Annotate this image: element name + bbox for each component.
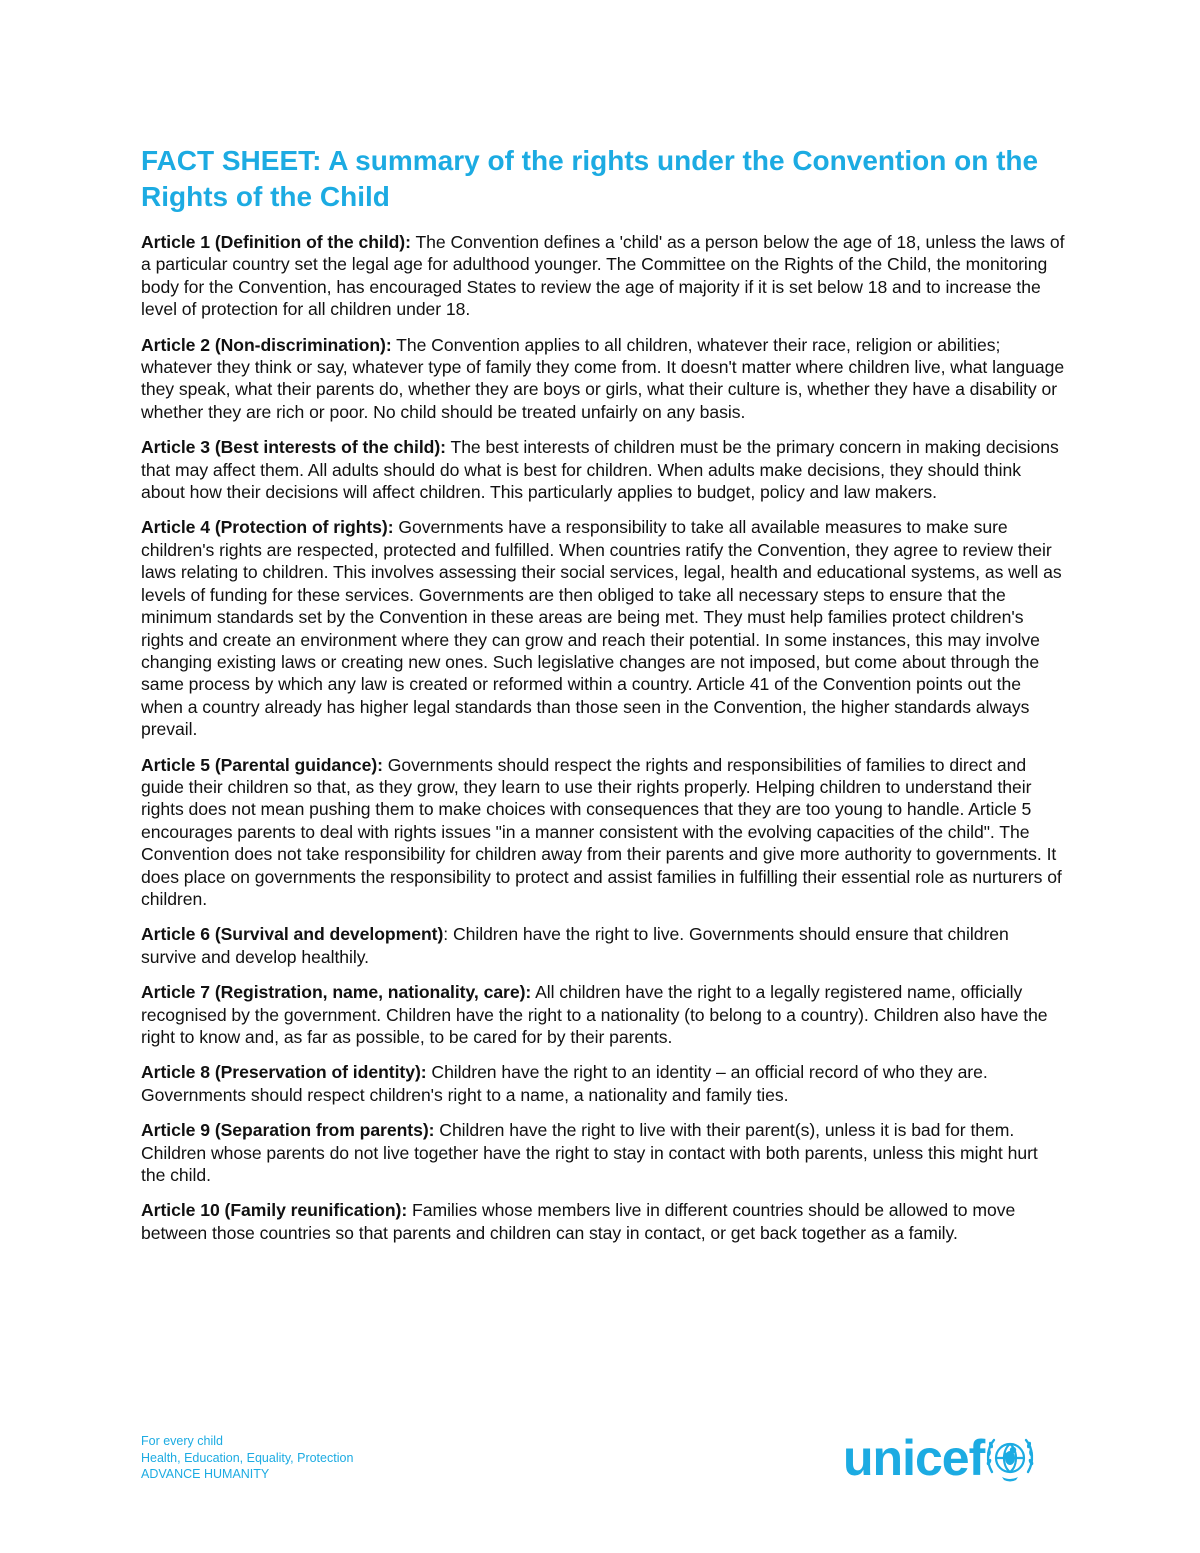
article-7 xyxy=(141,981,1066,1048)
article-list xyxy=(141,231,1066,1257)
article-heading: Article 3 (Best interests of the child): xyxy=(141,437,446,458)
article-1 xyxy=(141,231,1066,321)
article-2 xyxy=(141,334,1066,424)
article-heading: Article 5 (Parental guidance): xyxy=(141,754,383,775)
article-heading: Article 1 (Definition of the child): xyxy=(141,232,411,252)
article-heading: Article 4 (Protection of rights): xyxy=(141,517,394,538)
article-text: The Convention applies to all children, whatever their race, religion or abilities; whatever they think or say, whatever type of family they come from. It doesn't matter where children live, what language they speak, what their parents do, whether they are boys or girls, what their culture is, whether they have a disability or whether they are rich or poor. No child should be treated unfairly on any basis. xyxy=(141,334,1065,422)
unicef-logo xyxy=(843,1428,1063,1488)
article-heading: Article 10 (Family reunification): xyxy=(141,1200,408,1221)
article-heading: Article 9 (Separation from parents): xyxy=(141,1120,435,1141)
footer-tagline xyxy=(141,1433,353,1483)
article-9 xyxy=(141,1119,1066,1186)
article-text: Governments have a responsibility to take all available measures to make sure children's rights are respected, protected and fulfilled. When countries ratify the Convention, they agree to review their laws relating to children. This involves assessing their social services, legal, health and educational systems, as well as levels of funding for these services. Governments are then obliged to take all necessary steps to ensure that the minimum standards set by the Convention in these areas are being met. They must help families protect children's rights and create an environment where they can grow and reach their potential. In some instances, this may involve changing existing laws or creating new ones. Such legislative changes are not imposed, but come about through the same process by which any law is created or reformed within a country. Article 41 of the Convention points out the when a country already has higher legal standards than those seen in the Convention, the higher standards always prevail. xyxy=(141,517,1062,740)
article-10 xyxy=(141,1199,1066,1244)
article-heading: Article 6 (Survival and development) xyxy=(141,924,444,945)
article-8 xyxy=(141,1061,1066,1106)
page-title: FACT SHEET: A summary of the rights under the Convention on the Rights of the Child xyxy=(141,145,1039,212)
article-6 xyxy=(141,923,1066,968)
article-text: The best interests of children must be the primary concern in making decisions that may affect them. All adults should do what is best for children. When adults make decisions, they should think about how their decisions will affect children. This particularly applies to budget, policy and law makers. xyxy=(141,437,1059,503)
article-text: Families whose members live in different countries should be allowed to move between those countries so that parents and children can stay in contact, or get back together as a family. xyxy=(141,1200,1016,1243)
article-heading: Article 2 (Non-discrimination): xyxy=(141,334,392,355)
article-5 xyxy=(141,754,1066,911)
article-text: Governments should respect the rights and responsibilities of families to direct and guide their children so that, as they grow, they learn to use their rights properly. Helping children to understand their rights does not mean pushing them to make choices with consequences that they are too young to handle. Article 5 encourages parents to deal with rights issues "in a manner consistent with the evolving capacities of the child". The Convention does not take responsibility for children away from their parents and give more authority to governments. It does place on governments the responsibility to protect and assist families in fulfilling their essential role as nurturers of children. xyxy=(141,754,1062,909)
footer-line-1: For every child xyxy=(141,1434,223,1448)
article-text: All children have the right to a legally registered name, officially recognised by the government. Children have the right to a nationality (to belong to a country). Children also have the right to know and, as far as possible, to be cared for by their parents. xyxy=(141,982,1048,1047)
logo-wordmark: unicef xyxy=(843,1430,985,1486)
footer-line-3: ADVANCE HUMANITY xyxy=(141,1467,270,1481)
article-text: : Children have the right to live. Governments should ensure that children survive and develop healthily. xyxy=(141,924,1009,967)
article-heading: Article 7 (Registration, name, nationality, care): xyxy=(141,982,532,1003)
footer-line-2: Health, Education, Equality, Protection xyxy=(141,1450,354,1465)
article-heading: Article 8 (Preservation of identity): xyxy=(141,1062,427,1083)
unicef-emblem-icon xyxy=(980,1428,1040,1488)
article-4 xyxy=(141,516,1066,740)
article-text: Children have the right to live with their parent(s), unless it is bad for them. Children whose parents do not live together have the right to stay in contact with both parents, unless this might hurt the child. xyxy=(141,1120,1038,1186)
article-3 xyxy=(141,436,1066,503)
article-text: Children have the right to an identity – an official record of who they are. Governments should respect children's right to a name, a nationality and family ties. xyxy=(141,1062,988,1105)
article-text: The Convention defines a 'child' as a person below the age of 18, unless the laws of a particular country set the legal age for adulthood younger. The Committee on the Rights of the Child, the monitoring body for the Convention, has encouraged States to review the age of majority if it is set below 18 and to increase the level of protection for all children under 18. xyxy=(141,232,1065,320)
